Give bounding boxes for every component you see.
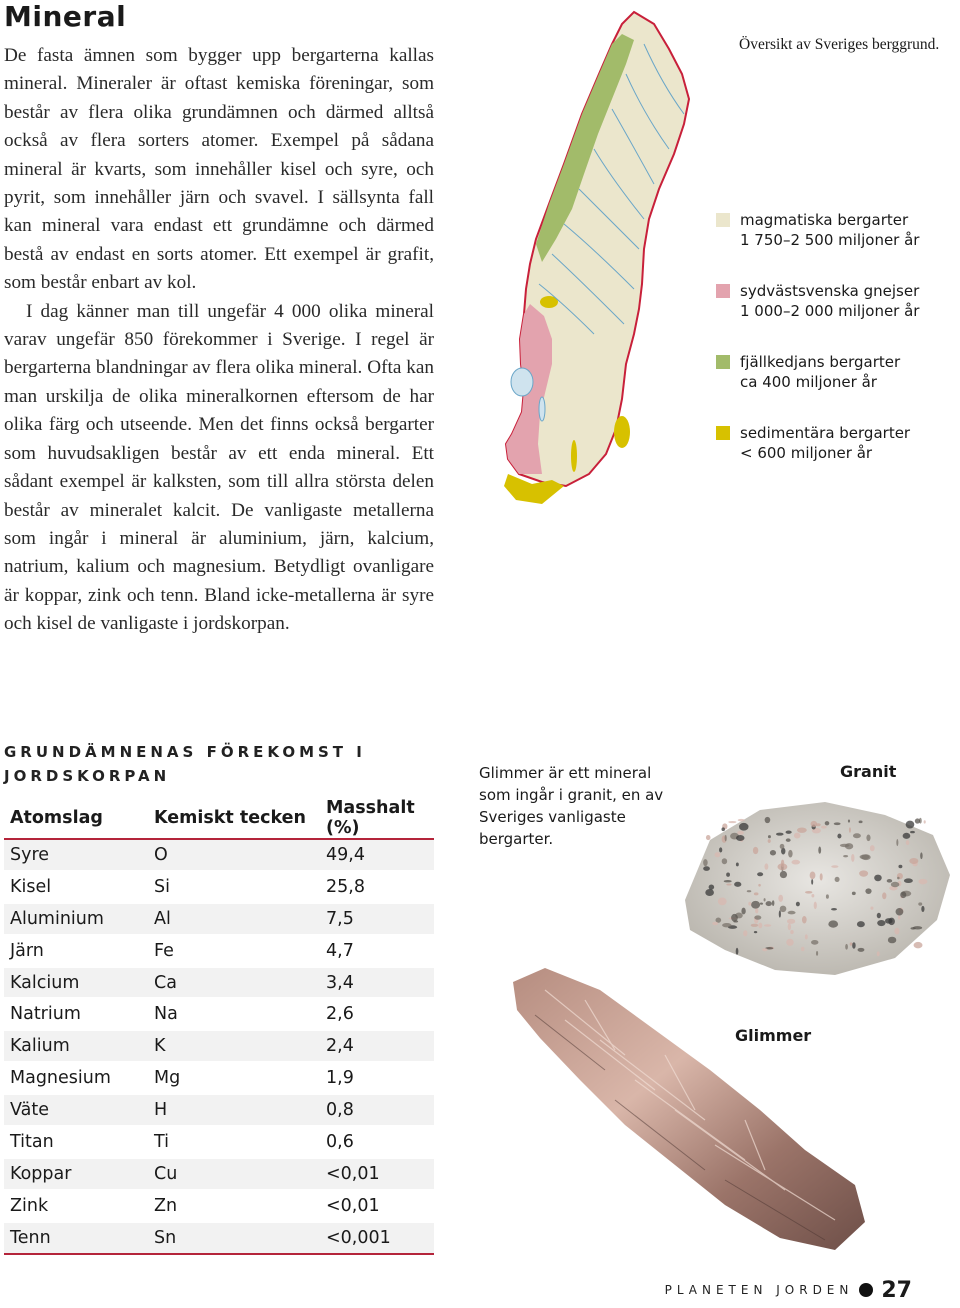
cell-mass-percent: 7,5 (320, 903, 434, 935)
cell-mass-percent: 4,7 (320, 935, 434, 967)
glimmer-label: Glimmer (735, 1026, 812, 1045)
legend-swatch (716, 426, 730, 440)
cell-element-name: Zink (4, 1190, 148, 1222)
cell-element-name: Kisel (4, 871, 148, 903)
intro-paragraph-2: I dag känner man till ungefär 4 000 olika mineral varav ungefär 850 förekommer i Sverige. I regel är bergarterna blandningar av flera olika mineral. Ofta kan man urskilja de olika mineralkornen eftersom de har olika färg och utseende. Men det finns också bergarter som huvudsakligen består av ett enda mineral. Ett sådant exempel är kalksten, som till allra största delen består av mineralet kalcit. De vanligaste metallerna som ingår i mineral är aluminium, järn, kalcium, natrium, kalium och magnesium. Betydligt ovanligare är koppar, zink och tenn. Bland icke-metallerna är syre och kisel de vanligaste i jordskorpan. (4, 300, 434, 635)
table-title (4, 740, 434, 788)
map-region-sedimentary-oland (571, 440, 577, 472)
cell-mass-percent: <0,01 (320, 1190, 434, 1222)
table-row (4, 871, 434, 903)
cell-mass-percent: 25,8 (320, 871, 434, 903)
footer-book-title: PLANETEN JORDEN (664, 1283, 854, 1297)
legend-age: ca 400 miljoner år (740, 373, 877, 391)
legend-label: magmatiska bergarter (740, 211, 909, 229)
cell-mass-percent: 3,4 (320, 967, 434, 999)
granit-photo (665, 780, 955, 980)
page-heading: Mineral (4, 0, 127, 33)
table-title-line-2: JORDSKORPAN (4, 767, 171, 785)
cell-mass-percent: 49,4 (320, 839, 434, 871)
table-title-line-1: GRUNDÄMNENAS FÖREKOMST I (4, 743, 366, 761)
intro-text (4, 42, 434, 639)
cell-element-name: Tenn (4, 1222, 148, 1254)
legend-age: 1 750–2 500 miljoner år (740, 231, 920, 249)
cell-element-name: Syre (4, 839, 148, 871)
sweden-bedrock-map (494, 4, 724, 516)
legend-age: < 600 miljoner år (740, 444, 873, 462)
cell-chemical-symbol: H (148, 1094, 320, 1126)
bullet-dot-icon (859, 1283, 873, 1297)
cell-element-name: Kalcium (4, 967, 148, 999)
cell-element-name: Väte (4, 1094, 148, 1126)
glimmer-photo (505, 960, 875, 1260)
legend-swatch (716, 284, 730, 298)
cell-element-name: Koppar (4, 1158, 148, 1190)
cell-element-name: Järn (4, 935, 148, 967)
legend-swatch (716, 355, 730, 369)
map-region-sedimentary-gotland (614, 416, 630, 448)
granit-label: Granit (840, 762, 897, 781)
cell-chemical-symbol: Ti (148, 1126, 320, 1158)
legend-label: sydvästsvenska gnejser (740, 282, 920, 300)
cell-chemical-symbol: Al (148, 903, 320, 935)
table-row (4, 1126, 434, 1158)
cell-chemical-symbol: O (148, 839, 320, 871)
cell-chemical-symbol: Zn (148, 1190, 320, 1222)
table-row (4, 1030, 434, 1062)
intro-paragraph-1: De fasta ämnen som bygger upp bergarterna kallas mineral. Mineraler är oftast kemiska föreningar, som består av flera olika grundämnen och därmed alltså också av flera sorters atomer. Exempel på sådana mineral är kvarts, som innehåller kisel och syre, och pyrit, som innehåller järn och svavel. I sällsynta fall kan mineral vara endast ett grundämne och därmed bestå av endast en sorts atomer. Ett exempel är grafit, som består enbart av kol. (4, 45, 434, 294)
legend-label: sedimentära bergarter (740, 424, 911, 442)
cell-chemical-symbol: Si (148, 871, 320, 903)
glimmer-caption: Glimmer är ett mineral som ingår i granit, en av Sveriges vanligaste bergarter. (479, 764, 664, 848)
cell-chemical-symbol: Cu (148, 1158, 320, 1190)
cell-mass-percent: 0,8 (320, 1094, 434, 1126)
column-header: Atomslag (4, 798, 148, 839)
table-row (4, 1222, 434, 1254)
table-row (4, 1062, 434, 1094)
map-lake-vanern (511, 368, 533, 396)
table-row (4, 1190, 434, 1222)
table-row (4, 1158, 434, 1190)
page-footer (665, 1276, 912, 1304)
page-number: 27 (881, 1277, 912, 1303)
map-caption: Översikt av Sveriges berggrund. (739, 36, 940, 53)
cell-mass-percent: <0,01 (320, 1158, 434, 1190)
cell-chemical-symbol: Fe (148, 935, 320, 967)
cell-chemical-symbol: K (148, 1030, 320, 1062)
cell-chemical-symbol: Mg (148, 1062, 320, 1094)
cell-element-name: Titan (4, 1126, 148, 1158)
column-header: Kemiskt tecken (148, 798, 320, 839)
cell-chemical-symbol: Ca (148, 967, 320, 999)
element-abundance-table (4, 798, 434, 1255)
cell-element-name: Aluminium (4, 903, 148, 935)
map-lake-vattern (539, 397, 545, 421)
table-row (4, 967, 434, 999)
table-row (4, 839, 434, 871)
legend-swatch (716, 213, 730, 227)
table-header-row (4, 798, 434, 839)
cell-mass-percent: 2,6 (320, 998, 434, 1030)
cell-chemical-symbol: Na (148, 998, 320, 1030)
cell-element-name: Kalium (4, 1030, 148, 1062)
column-header: Masshalt (%) (320, 798, 434, 839)
table-row (4, 1094, 434, 1126)
cell-mass-percent: 2,4 (320, 1030, 434, 1062)
cell-element-name: Natrium (4, 998, 148, 1030)
table-row (4, 998, 434, 1030)
cell-chemical-symbol: Sn (148, 1222, 320, 1254)
cell-mass-percent: <0,001 (320, 1222, 434, 1254)
cell-element-name: Magnesium (4, 1062, 148, 1094)
map-shapes (504, 12, 689, 504)
legend-age: 1 000–2 000 miljoner år (740, 302, 920, 320)
cell-mass-percent: 0,6 (320, 1126, 434, 1158)
table-row (4, 903, 434, 935)
table-row (4, 935, 434, 967)
legend-label: fjällkedjans bergarter (740, 353, 901, 371)
cell-mass-percent: 1,9 (320, 1062, 434, 1094)
